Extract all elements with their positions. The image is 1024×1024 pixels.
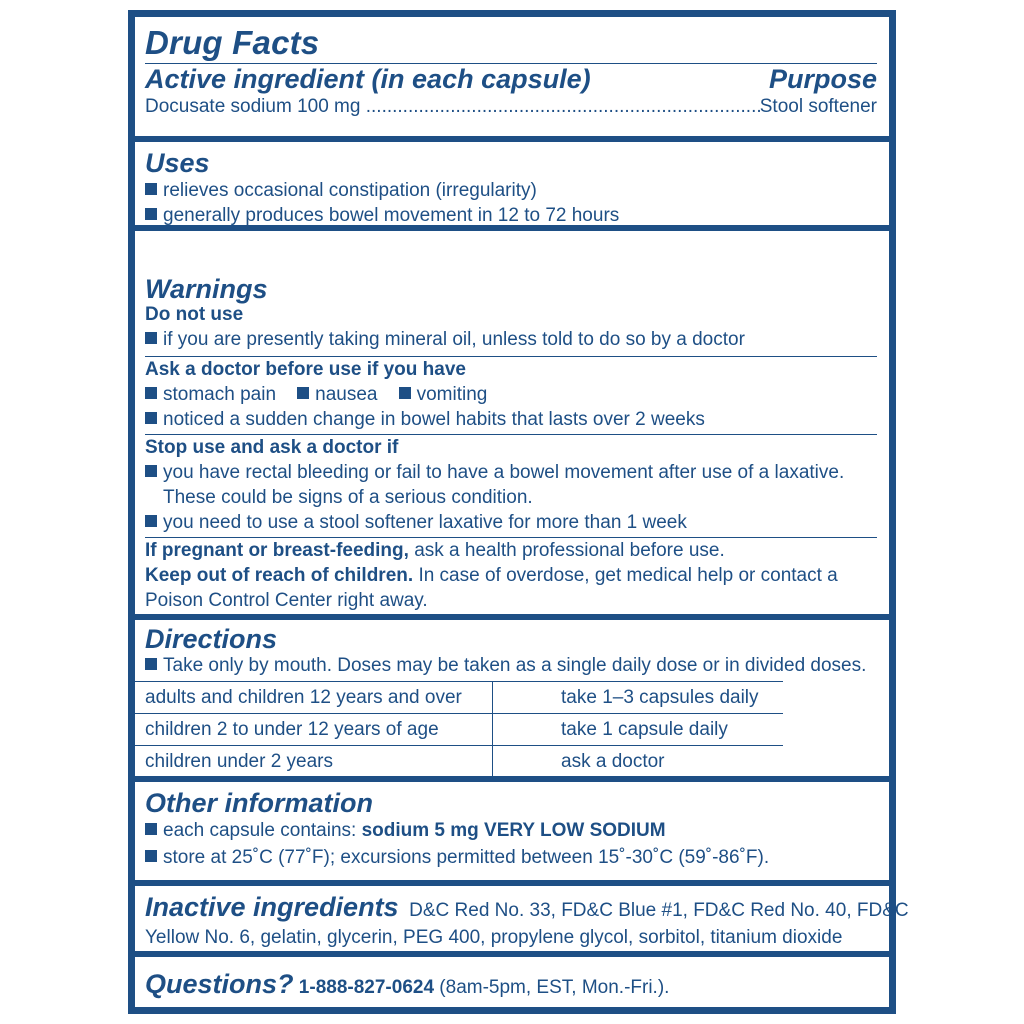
bullet-square-icon (297, 387, 309, 399)
dose-amount-cell: ask a doctor (493, 746, 784, 778)
bullet-square-icon (145, 412, 157, 424)
ask-doctor-inline-items: stomach pain nausea vomiting (145, 382, 877, 407)
drug-facts-label (128, 10, 909, 1014)
directions-heading: Directions (145, 624, 278, 654)
ask-doctor-item: noticed a sudden change in bowel habits that lasts over 2 weeks (145, 407, 877, 432)
bullet-square-icon (145, 658, 157, 670)
other-info-item: each capsule contains: sodium 5 mg VERY LOW SODIUM (145, 818, 877, 843)
do-not-use-heading: Do not use (145, 304, 244, 325)
questions-hours: (8am-5pm, EST, Mon.-Fri.). (439, 977, 670, 998)
uses-heading: Uses (145, 148, 210, 178)
uses-section (135, 142, 889, 225)
table-row (135, 714, 783, 746)
directions-section (135, 620, 889, 776)
other-info-heading: Other information (145, 788, 373, 818)
warnings-section (135, 231, 889, 614)
drug-facts-title: Drug Facts (145, 24, 320, 61)
stop-use-item: you need to use a stool softener laxative for more than 1 week (145, 510, 877, 535)
questions-section (135, 957, 889, 1007)
bullet-square-icon (145, 850, 157, 862)
dose-age-cell: adults and children 12 years and over (135, 682, 493, 714)
active-ingredient-row (145, 94, 877, 119)
stop-use-item: you have rectal bleeding or fail to have a bowel movement after use of a laxative. (145, 460, 877, 485)
bullet-square-icon (145, 823, 157, 835)
table-row (135, 746, 783, 778)
dose-age-cell: children under 2 years (135, 746, 493, 778)
uses-item: relieves occasional constipation (irregularity) (145, 178, 877, 203)
dose-amount-cell: take 1 capsule daily (493, 714, 784, 746)
do-not-use-item: if you are presently taking mineral oil, unless told to do so by a doctor (145, 326, 877, 354)
keep-out-warning: Keep out of reach of children. In case of overdose, get medical help or contact a (145, 565, 838, 586)
questions-line (145, 957, 877, 1003)
dose-amount-cell: take 1–3 capsules daily (493, 682, 784, 714)
other-info-section (135, 782, 889, 880)
table-row (135, 682, 783, 714)
bullet-square-icon (399, 387, 411, 399)
active-ingredient-heading: Active ingredient (in each capsule) (145, 64, 591, 94)
keep-out-warning-continued: Poison Control Center right away. (145, 590, 428, 611)
bullet-square-icon (145, 465, 157, 477)
bullet-square-icon (145, 183, 157, 195)
questions-phone: 1-888-827-0624 (298, 977, 435, 998)
bullet-square-icon (145, 332, 157, 344)
stop-use-heading: Stop use and ask a doctor if (145, 437, 399, 458)
active-heading-row (145, 64, 877, 94)
uses-item: generally produces bowel movement in 12 to 72 hours (145, 203, 877, 228)
warnings-heading: Warnings (145, 274, 268, 304)
inactive-line-1: Inactive ingredients D&C Red No. 33, FD&C Blue #1, FD&C Red No. 40, FD&C (145, 892, 909, 922)
directions-intro: Take only by mouth. Doses may be taken as a single daily dose or in divided doses. (145, 654, 877, 678)
questions-heading: Questions? (145, 969, 294, 999)
inactive-line-2: Yellow No. 6, gelatin, glycerin, PEG 400, propylene glycol, sorbitol, titanium dioxide (145, 927, 843, 948)
bullet-square-icon (145, 208, 157, 220)
other-info-item: store at 25˚C (77˚F); excursions permitted between 15˚-30˚C (59˚-86˚F). (145, 845, 877, 870)
ask-doctor-heading: Ask a doctor before use if you have (145, 359, 466, 380)
directions-table (135, 681, 783, 777)
drug-facts-section (135, 17, 889, 136)
active-ingredient-name: Docusate sodium 100 mg ..... (145, 94, 760, 119)
inactive-heading: Inactive ingredients (145, 892, 399, 922)
bullet-square-icon (145, 515, 157, 527)
bullet-square-icon (145, 387, 157, 399)
pregnant-warning: If pregnant or breast-feeding, ask a health professional before use. (145, 540, 725, 561)
purpose-heading: Purpose (768, 64, 877, 94)
active-ingredient-purpose: Stool softener (759, 96, 877, 117)
inactive-section (135, 886, 909, 951)
dose-age-cell: children 2 to under 12 years of age (135, 714, 493, 746)
stop-use-item-continued: These could be signs of a serious condition. (163, 487, 533, 508)
